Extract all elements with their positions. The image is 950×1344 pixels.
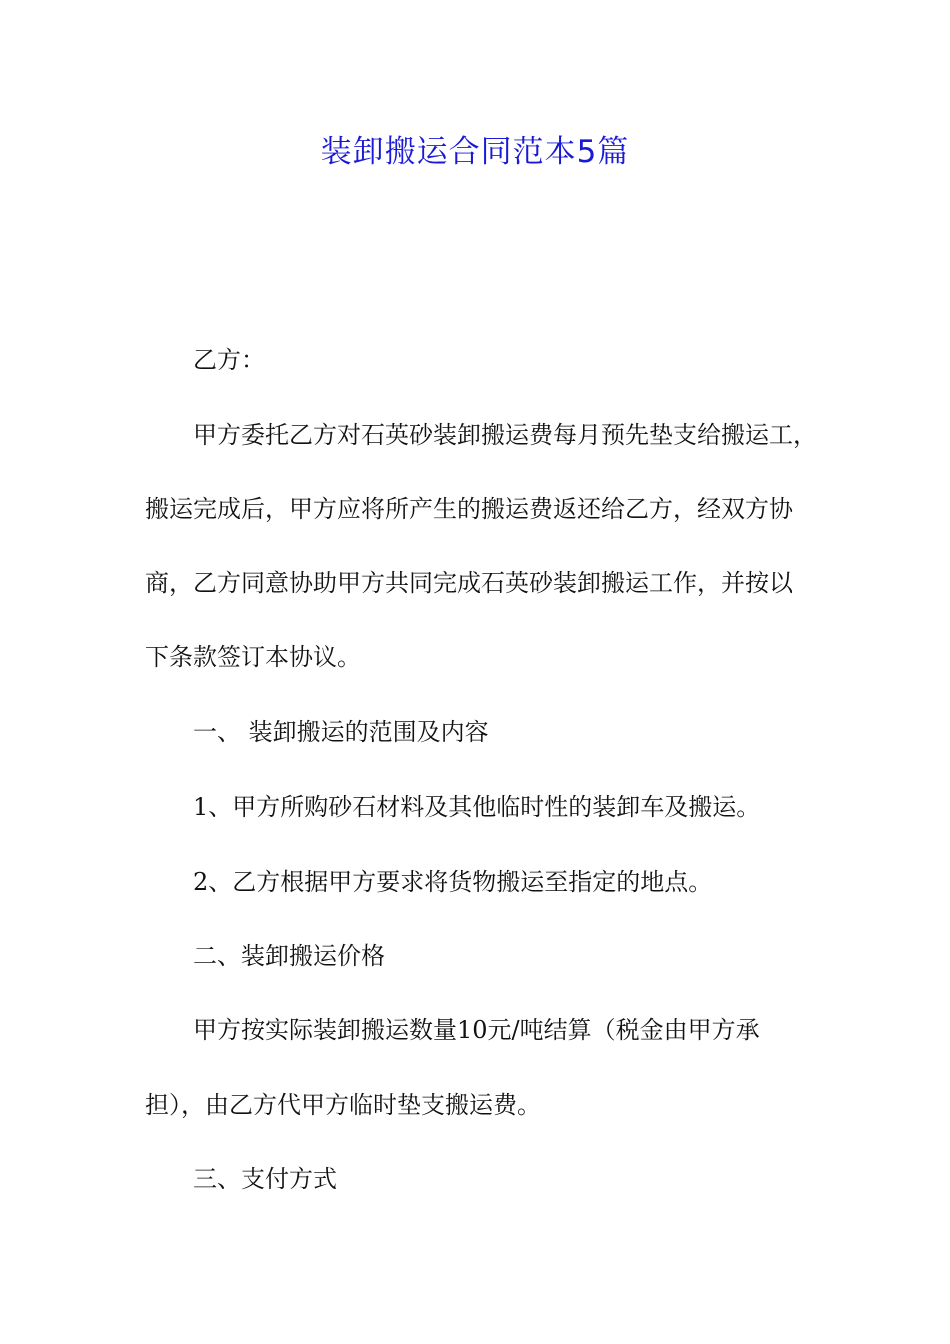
paragraph-line: 甲方委托乙方对石英砂装卸搬运费每月预先垫支给搬运工， (193, 421, 817, 449)
list-item: 1、甲方所购砂石材料及其他临时性的装卸车及搬运。 (193, 793, 761, 821)
paragraph-line: 甲方按实际装卸搬运数量10元/吨结算（税金由甲方承 (193, 1016, 760, 1044)
list-item: 2、乙方根据甲方要求将货物搬运至指定的地点。 (193, 868, 713, 896)
section-heading: 一、 装卸搬运的范围及内容 (193, 718, 489, 746)
paragraph-line: 搬运完成后，甲方应将所产生的搬运费返还给乙方，经双方协 (145, 495, 793, 523)
document-title: 装卸搬运合同范本5篇 (320, 134, 630, 170)
paragraph-line: 商，乙方同意协助甲方共同完成石英砂装卸搬运工作，并按以 (145, 569, 793, 597)
paragraph-line: 下条款签订本协议。 (145, 643, 361, 671)
section-heading: 二、装卸搬运价格 (193, 942, 385, 970)
paragraph-line: 担），由乙方代甲方临时垫支搬运费。 (145, 1091, 541, 1119)
party-b-label: 乙方： (193, 346, 265, 374)
section-heading: 三、支付方式 (193, 1165, 337, 1193)
